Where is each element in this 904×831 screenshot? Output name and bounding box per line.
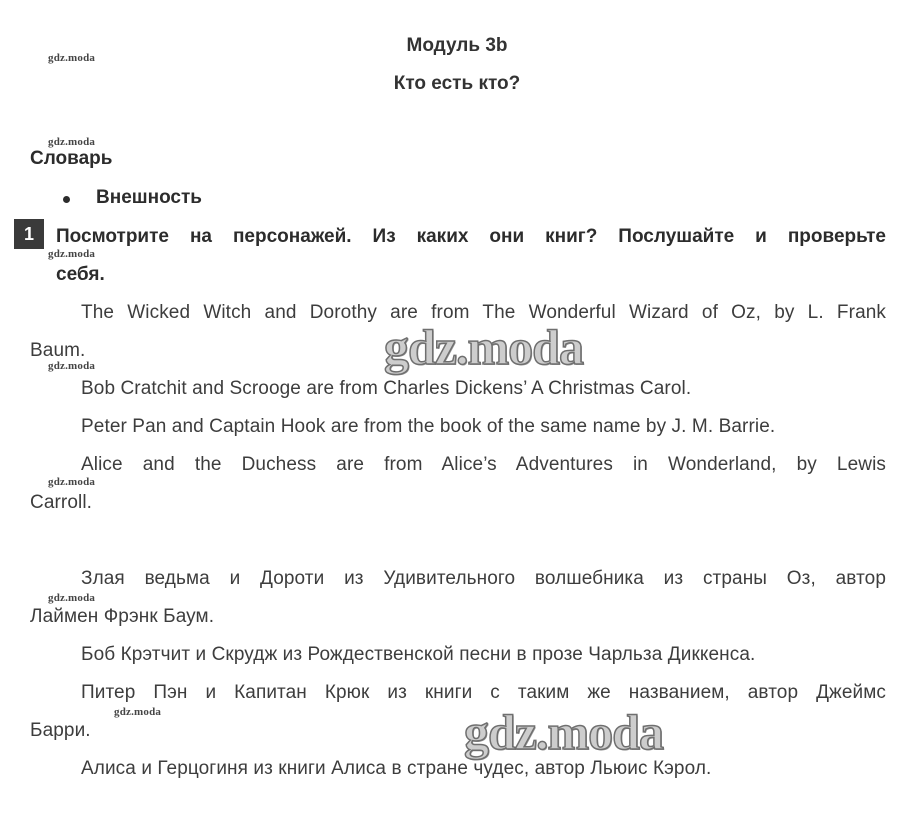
module-title: Модуль 3b	[406, 35, 508, 56]
vocab-bullet-item: Внешность	[96, 187, 202, 208]
exercise-task-line1: Посмотрите на персонажей. Из каких они книг? Послушайте и проверьте	[56, 226, 886, 247]
watermark-small: gdz.moda	[48, 360, 96, 372]
russian-paragraph-2: Боб Крэтчит и Скрудж из Рождественской песни в прозе Чарльза Диккенса.	[81, 644, 756, 665]
english-paragraph-4-line1: Alice and the Duchess are from Alice’s Adventures in Wonderland, by Lewis	[81, 454, 886, 475]
english-paragraph-4-line2: Carroll.	[30, 492, 93, 513]
english-paragraph-2: Bob Cratchit and Scrooge are from Charles Dickens’ A Christmas Carol.	[81, 378, 692, 399]
english-paragraph-3: Peter Pan and Captain Hook are from the book of the same name by J. M. Barrie.	[81, 416, 776, 437]
russian-paragraph-1-line2: Лаймен Фрэнк Баум.	[30, 606, 215, 627]
russian-paragraph-1-line1: Злая ведьма и Дороти из Удивительного волшебника из страны Оз, автор	[81, 568, 886, 589]
watermark-small: gdz.moda	[114, 706, 162, 718]
russian-paragraph-3-line1: Питер Пэн и Капитан Крюк из книги с таким же названием, автор Джеймс	[81, 682, 886, 703]
watermark-small: gdz.moda	[48, 248, 96, 260]
watermark-small: gdz.moda	[48, 52, 96, 64]
watermark-small: gdz.moda	[48, 592, 96, 604]
watermark-large: gdz.moda	[384, 319, 583, 375]
watermark-large: gdz.moda	[464, 704, 663, 760]
watermark-small: gdz.moda	[48, 476, 96, 488]
russian-paragraph-3-line2: Барри.	[30, 720, 91, 741]
section-heading: Словарь	[30, 148, 113, 169]
bullet-icon	[63, 196, 70, 203]
english-paragraph-1-line1: The Wicked Witch and Dorothy are from The Wonderful Wizard of Oz, by L. Frank	[81, 302, 886, 323]
russian-paragraph-4: Алиса и Герцогиня из книги Алиса в стране чудес, автор Льюис Кэрол.	[81, 758, 712, 779]
exercise-number-badge: 1	[14, 219, 44, 249]
exercise-task-line2: себя.	[56, 264, 105, 285]
english-paragraph-1-line2: Baum.	[30, 340, 86, 361]
page-title: Кто есть кто?	[393, 73, 521, 94]
watermark-small: gdz.moda	[48, 136, 96, 148]
